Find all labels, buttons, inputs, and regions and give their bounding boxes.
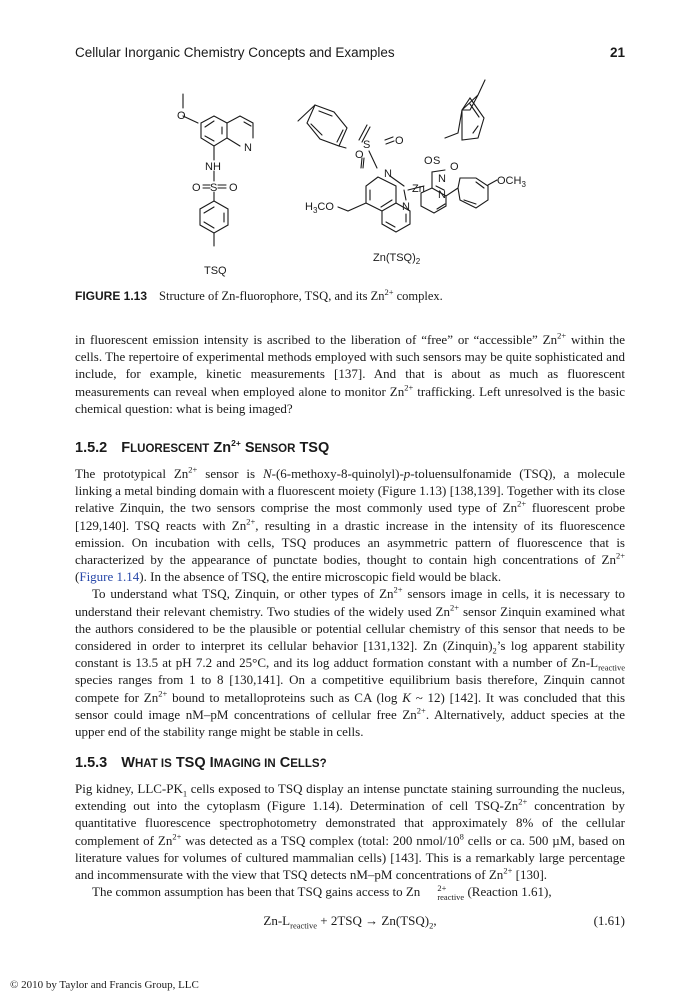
atom-o-left: O [192,182,201,194]
figure-1-14-link[interactable]: Figure 1.14 [79,569,140,585]
atom-n-quinoline: N [244,142,252,154]
page-number: 21 [609,45,625,60]
atom-s-zn-2: S [433,155,441,167]
atom-o-zn-1: O [355,149,364,161]
paragraph-2: The prototypical $Zn^{2+}$ sensor is N-(6-methoxy-8-quinolyl)-p-toluensulfonamide (TSQ), a molecule linking a metal binding domain with a fluorescent moiety (Figure 1.13) [138,139]. Together with its close relative Zinquin, the two sensors comprise the most commonly used type of $Zn^{2+}$ fluorescent probe [129,140]. TSQ reacts with $Zn^{2+}$, resulting in a drastic increase in the intensity of its fluorescence emission. On incubation with cells, TSQ produces an asymmetric pattern of fluorescence that is characterized by the appearance of punctate bodies, thought to contain high concentrations of $Zn^{2+}$ (Figure 1.14). In the absence of TSQ, the entire microscopic field would be black. [75,464,625,585]
paragraph-4-5 [75,780,625,902]
atom-zn: Zn [412,183,425,195]
atom-o-right: O [229,182,238,194]
paragraph-1: in fluorescent emission intensity is ascribed to the liberation of “free” or “accessible” $Zn^{2+}$ within the cells. The repertoire of experimental methods employed with such sensors may be quite sophisticated and include, for example, kinetic measurements [137]. And that is about as much as fluorescent measurements can reveal when employed alone to monitor $Zn^{2+}$ trafficking. Left unresolved is the basic chemical question: what is being imaged? [75,330,625,416]
caption-label: FIGURE 1.13 [75,289,148,303]
atom-s: S [210,182,218,194]
atom-s-zn-1: S [363,139,371,151]
atom-och3: $OCH_3$ [497,175,526,189]
section-heading-1-5-3: 1.5.3 WHAT IS TSQ IMAGING IN CELLS? [75,755,327,771]
section-heading-1-5-2: 1.5.2 FLUORESCENT $Zn^{2+}$ SENSOR TSQ [75,438,330,456]
atom-o-zn-4: O [450,161,459,173]
paragraph-3: To understand what TSQ, Zinquin, or other types of $Zn^{2+}$ sensors image in cells, it is necessary to understand their relevant chemistry. Two studies of the widely used $Zn^{2+}$ sensor Zinquin examined what the authors considered to be the plausible or potential cellular chemistry of this sensor that needs to be considered in order to interpret its cellular behavior [131,132]. Zn $(Zinquin)_2’s$ log apparent stability constant is 13.5 at pH 7.2 and 25°C, and its log adduct formation constant with a number of $Zn-L_{reactive}$ species ranges from 1 to 8 [130,141]. On a competitive equilibrium basis therefore, Zinquin cannot compete for $Zn^{2+}$ bound to metalloproteins such as CA (log K ~ 12) [142]. It was concluded that this sensor could image nM–pM concentrations of cellular free $Zn^{2+}$. Alternatively, adduct species at the upper end of the stability range might be stable in cells. [75,585,626,740]
atom-n-zn-4: N [438,189,446,201]
atom-n-zn-2: N [402,201,410,213]
label-zn-tsq2: $Zn(TSQ)_2$ [373,252,421,266]
atom-o-zn-2: O [395,135,404,147]
equation-body: $Zn-L_{reactive} + 2TSQ \to Zn(TSQ)_2$, [263,913,437,931]
equation-1-61 [75,913,625,933]
paragraph-2-3 [75,465,625,740]
chemical-structures-figure [0,0,700,285]
atom-n-zn-3: N [438,173,446,185]
figure-caption: FIGURE 1.13 Structure of Zn-fluorophore, TSQ, and its $Zn^{2+}$ complex. [75,286,443,303]
atom-o-methoxy: O [177,110,186,122]
atom-n-zn-1: N [384,168,392,180]
equation-number: (1.61) [593,913,625,928]
paragraph-4: Pig kidney, LLC-$PK_1$ cells exposed to TSQ display an intense punctate staining surrounding the nucleus, extending out into the cytoplasm (Figure 1.14). Determination of cell TSQ-$Zn^{2+}$ concentration by quantitative fluorescence spectrophotometry demonstrated that approximately 8% of the cellular complement of $Zn^{2+}$ was detected as a TSQ complex (total: 200 nmol/$10^8$ cells or ca. 500 µM, based on literature values for volumes of cultured mammalian cells) [143]. This is a remarkably large percentage and incommensurate with the view that TSQ detects nM–pM concentrations of $Zn^{2+}$ [130]. [75,781,626,883]
atom-nh: NH [205,161,221,173]
atom-o-zn-3: O [424,155,433,167]
atom-h3co: $H_3CO$ [305,201,334,215]
paragraph-5: The common assumption has been that TSQ gains access to Zn 2+ reactive (Reaction 1.61), [92,883,552,903]
running-title: Cellular Inorganic Chemistry Concepts and Examples [75,45,395,60]
label-tsq: TSQ [204,265,227,277]
copyright-footer: © 2010 by Taylor and Francis Group, LLC [10,979,199,991]
